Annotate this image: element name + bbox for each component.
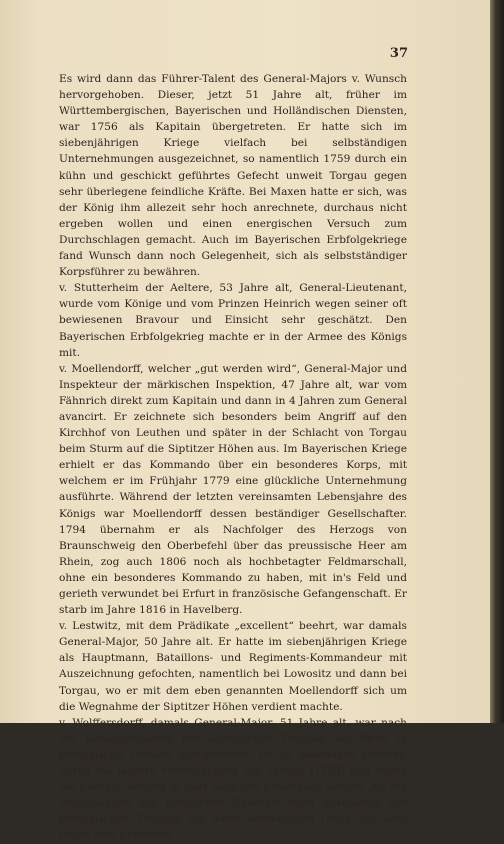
paragraph-moellendorff: v. Moellendorff, welcher „gut werden wird“, General-Major und Inspekteur der märkischen Inspektion, 47 Jahre alt, war vom Fähnrich direkt zum Kapitain und dann in 4 Jahren zum General avancirt. Er zeichnete sich besonders beim Angriff auf den Kirchhof von Leuthen und später in der Schlacht von Torgau beim Sturm auf die Siptitzer Höhen aus. Im Bayerischen Kriege erhielt er das Kommando über ein besonderes Korps, mit welchem er im Frühjahr 1779 eine glückliche Unternehmung ausführte. Während der letzten vereinsamten Lebensjahre des Königs war Moellendorff dessen beständiger Gesellschafter. 1794 übernahm er als Nachfolger des Herzogs von Braunschweig den Oberbefehl über das preussische Heer am Rhein, zog auch 1806 noch als hochbetagter Feldmarschall, ohne ein besonderes Kommando zu haben, mit in's Feld und gerieth verwundet bei Erfurt in französische Gefangenschaft. Er starb im Jahre 1816 in Havelberg. bbox=[59, 362, 407, 617]
paragraph-stutterheim: v. Stutterheim der Aeltere, 53 Jahre alt, General-Lieutenant, wurde vom Könige und vom Prinzen Heinrich wegen seiner oft bewiesenen Bravour und Einsicht sehr geschätzt. Den Bayerischen Erbfolgekrieg machte er in der Armee des Königs mit. bbox=[59, 282, 407, 359]
paragraph-wolffersdorff: v. Wolffersdorff, damals General-Major, 51 Jahre alt, war nach der Gefangennahme der sächsischen Truppen bei Pirna in preussische Dienste übergetreten. Er ist besonders berühmt durch die tapfere Vertheidigung von Torgau (1759) und durch die Energie, welche er dort nach der Uebergabe bewies. Als die Umgebungen des feindlichen Generals beim Ausmarsch der preussischen Truppen die darin befindlichen Leute aus dem Reich zum Uebertritt bbox=[59, 716, 407, 842]
body-text bbox=[59, 71, 407, 844]
paragraph-wunsch: Es wird dann das Führer-Talent des General-Majors v. Wunsch hervorgehoben. Dieser, jetzt 51 Jahre alt, früher im Württembergischen, Bayerischen und Holländischen Diensten, war 1756 als Kapitain übergetreten. Er hatte sich im siebenjährigen Kriege vielfach bei selbständigen Unternehmungen ausgezeichnet, so namentlich 1759 durch ein kühn und geschickt geführtes Gefecht unweit Torgau gegen sehr überlegene feindliche Kräfte. Bei Maxen hatte er sich, was der König ihm allezeit sehr hoch anrechnete, durchaus nicht ergeben wollen und einen energischen Versuch zum Durchschlagen gemacht. Auch im Bayerischen Erbfolgekriege fand Wunsch dann noch Gelegenheit, sich als selbstständiger Korpsführer zu bewähren. bbox=[59, 73, 407, 279]
page-number: 37 bbox=[389, 46, 408, 61]
page-edge-shadow bbox=[490, 0, 504, 723]
paragraph-lestwitz: v. Lestwitz, mit dem Prädikate „excellent“ beehrt, war damals General-Major, 50 Jahre alt. Er hatte im siebenjährigen Kriege als Hauptmann, Bataillons- und Regiments-Kommandeur mit Auszeichnung gefochten, namentlich bei Lowositz und dann bei Torgau, wo er mit dem eben genannten Moellendorff sich um die Wegnahme der Siptitzer Höhen verdient machte. bbox=[59, 620, 407, 713]
